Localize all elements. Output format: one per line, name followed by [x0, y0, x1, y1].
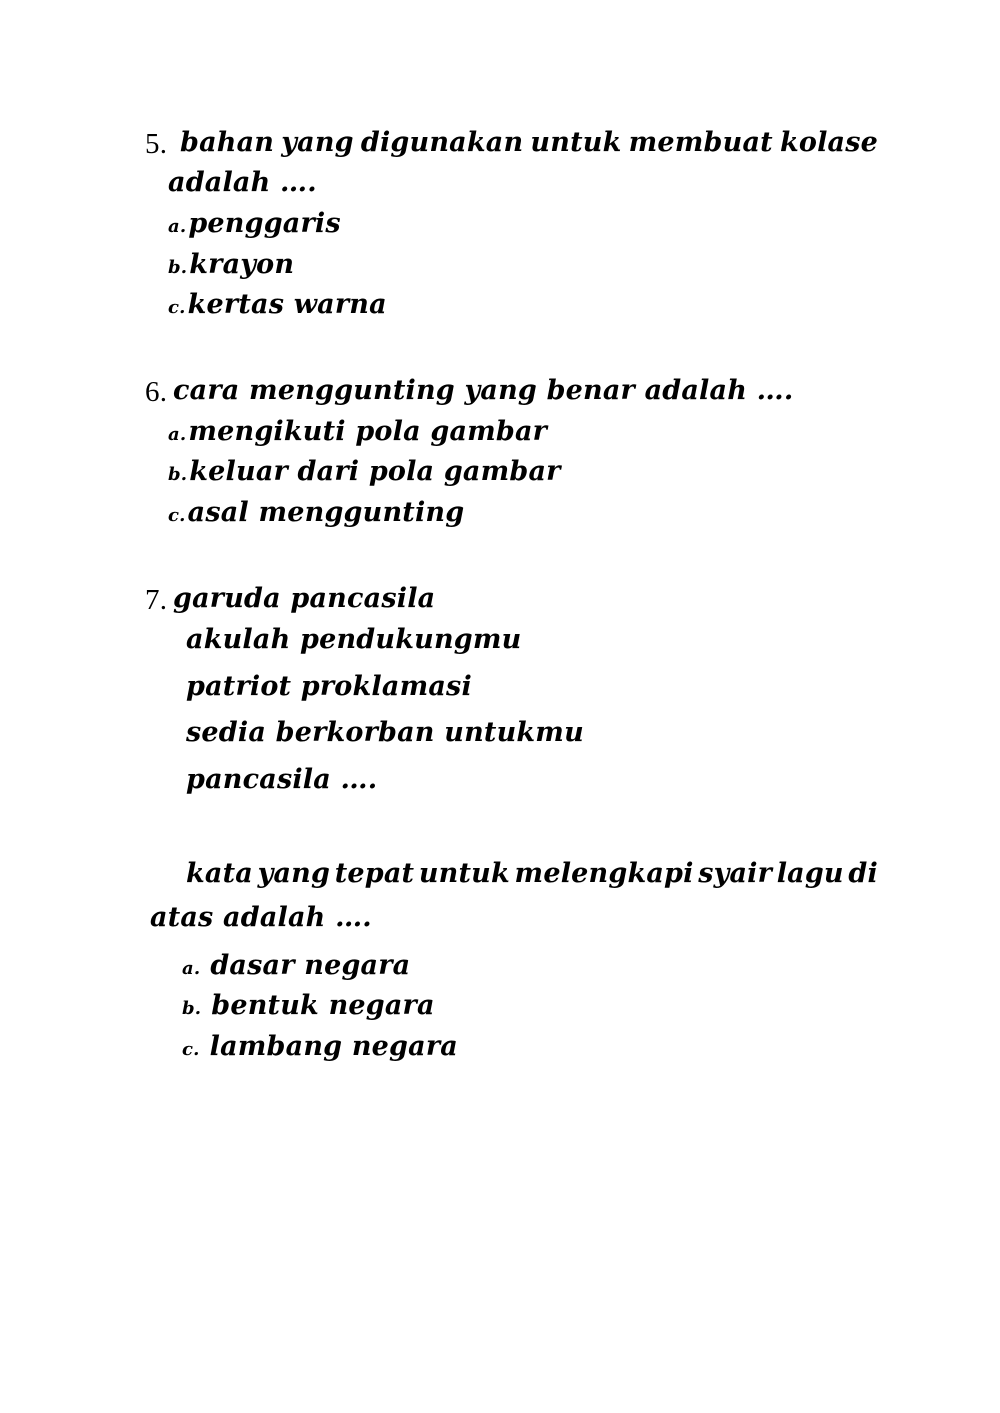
option-letter: b.: [182, 998, 202, 1019]
question-stem: [180, 126, 878, 160]
option-letter: c.: [168, 505, 186, 526]
question-prompt-continued: atas adalah ….: [150, 902, 372, 933]
stem-word: digunakan: [360, 127, 524, 158]
answer-option-a[interactable]: [182, 949, 410, 986]
option-letter: a.: [182, 958, 201, 979]
prompt-word: lagu: [776, 858, 844, 889]
prompt-word: untuk: [418, 858, 510, 889]
prompt-word: syair: [698, 858, 773, 889]
lyric-line: patriot proklamasi: [186, 671, 472, 702]
option-text: mengikuti pola gambar: [188, 416, 548, 447]
question-number: 6.: [145, 376, 168, 408]
question-stem-continued: adalah ….: [168, 167, 317, 198]
stem-word: yang: [281, 127, 354, 158]
answer-option-a[interactable]: [168, 415, 547, 452]
question-number: 7.: [145, 584, 168, 616]
stem-word: membuat: [628, 127, 773, 158]
option-letter: c.: [168, 297, 186, 318]
option-text: kertas warna: [187, 289, 387, 320]
option-text: krayon: [189, 249, 295, 280]
option-text: dasar negara: [210, 950, 411, 981]
option-text: asal menggunting: [187, 497, 465, 528]
lyric-line: pancasila ….: [186, 764, 378, 795]
option-letter: c.: [182, 1039, 200, 1060]
prompt-word: kata: [186, 858, 253, 889]
answer-option-b[interactable]: [168, 248, 294, 285]
prompt-word: tepat: [334, 858, 415, 889]
answer-option-a[interactable]: [168, 207, 341, 244]
question-prompt: [186, 857, 878, 891]
stem-word: kolase: [779, 127, 878, 158]
option-letter: a.: [168, 216, 187, 237]
option-text: bentuk negara: [211, 990, 435, 1021]
stem-word: untuk: [530, 127, 622, 158]
stem-word: bahan: [180, 127, 275, 158]
answer-option-c[interactable]: [168, 496, 464, 533]
answer-option-b[interactable]: [182, 989, 435, 1026]
option-text: lambang negara: [209, 1031, 458, 1062]
question-number: 5.: [145, 128, 168, 160]
prompt-word: yang: [257, 858, 331, 889]
question-stem: cara menggunting yang benar adalah ….: [173, 375, 794, 406]
answer-option-b[interactable]: [168, 455, 561, 492]
option-letter: b.: [168, 257, 188, 278]
option-letter: a.: [168, 424, 187, 445]
prompt-word: di: [848, 858, 878, 889]
option-letter: b.: [168, 464, 188, 485]
lyric-line: akulah pendukungmu: [186, 624, 522, 655]
prompt-word: melengkapi: [514, 858, 694, 889]
answer-option-c[interactable]: [182, 1030, 458, 1067]
option-text: keluar dari pola gambar: [189, 456, 561, 487]
option-text: penggaris: [188, 208, 341, 239]
answer-option-c[interactable]: [168, 288, 387, 325]
lyric-line: sedia berkorban untukmu: [186, 717, 584, 748]
lyric-line: garuda pancasila: [173, 583, 436, 614]
